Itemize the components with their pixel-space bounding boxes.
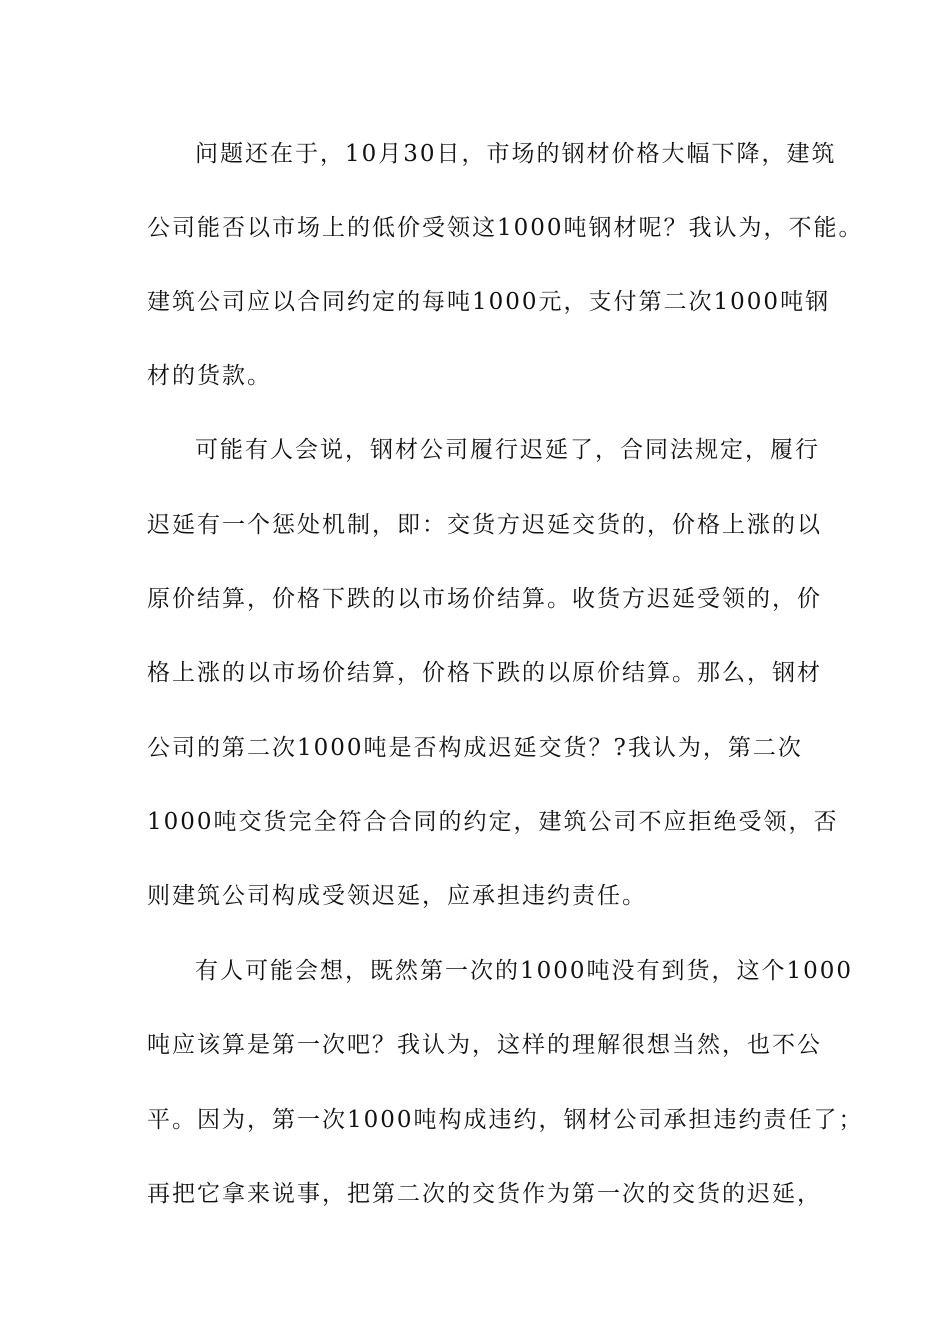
text-line: 迟延有一个惩处机制，即：交货方迟延交货的，价格上涨的以 [147,512,822,538]
text-line: 吨应该算是第一次吧？我认为，这样的理解很想当然，也不公 [147,1032,822,1058]
text-line: 建筑公司应以合同约定的每吨1000元，支付第二次1000吨钢 [147,289,831,315]
text-line: 1000吨交货完全符合合同的约定，建筑公司不应拒绝受领，否 [147,809,839,835]
text-line: 平。因为，第一次1000吨构成违约，钢材公司承担违约责任了； [147,1107,864,1133]
text-line: 公司能否以市场上的低价受领这1000吨钢材呢？我认为，不能。 [147,215,864,241]
text-line: 可能有人会说，钢材公司履行迟延了，合同法规定，履行 [195,437,820,463]
text-line: 问题还在于，10月30日，市场的钢材价格大幅下降，建筑 [195,141,837,167]
text-line: 则建筑公司构成受领迟延，应承担违约责任。 [147,883,647,909]
text-line: 公司的第二次1000吨是否构成迟延交货？?我认为，第二次 [147,735,803,761]
text-line: 原价结算，价格下跌的以市场价结算。收货方迟延受领的，价 [147,586,822,612]
text-line: 再把它拿来说事，把第二次的交货作为第一次的交货的迟延， [147,1181,822,1207]
text-line: 有人可能会想，既然第一次的1000吨没有到货，这个1000 [195,958,854,984]
text-line: 材的货款。 [147,363,272,389]
text-line: 格上涨的以市场价结算，价格下跌的以原价结算。那么，钢材 [147,660,822,686]
